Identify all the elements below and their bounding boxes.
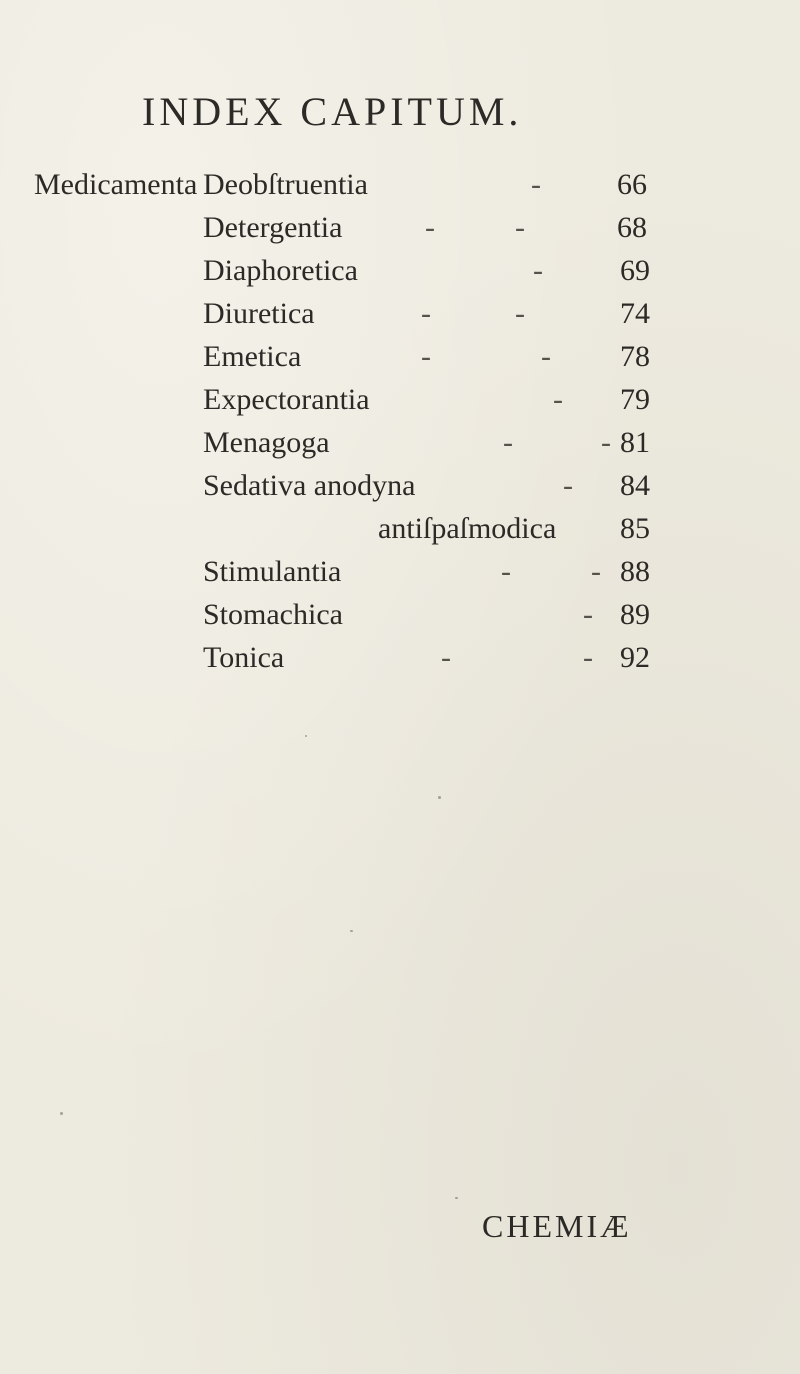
index-lead-word: Medicamenta [34,168,198,201]
entry-name: Expectorantia [203,383,370,416]
entry-page-number: 66 [617,168,647,201]
page-title: INDEX CAPITUM. [142,89,523,134]
entry-dash: - [563,469,573,502]
entry-name: Sedativa anodyna [203,469,416,502]
entry-dash: - [503,426,513,459]
entry-page-number: 92 [620,641,650,674]
paper-speck [350,930,353,932]
entry-name: Diaphoretica [203,254,358,287]
entry-dash: - [583,641,593,674]
entry-dash: - [533,254,543,287]
entry-dash: - [531,168,541,201]
entry-page-number: 89 [620,598,650,631]
catchword: CHEMIÆ [482,1208,632,1244]
entry-page-number: 78 [620,340,650,373]
entry-dash: - [441,641,451,674]
paper-speck [305,735,307,737]
entry-name: Deobſtruentia [203,168,368,201]
entry-dash: - [501,555,511,588]
entry-name: Emetica [203,340,302,373]
entry-dash: - [515,297,525,330]
entry-name: Diuretica [203,297,315,330]
entry-page-number: 69 [620,254,650,287]
entry-dash: - [553,383,563,416]
entry-page-number: 79 [620,383,650,416]
entry-name: Menagoga [203,426,330,459]
paper-speck [455,1197,458,1199]
entry-name: Stimulantia [203,555,342,588]
entry-dash: - [421,340,431,373]
entry-name: Detergentia [203,211,343,244]
entry-page-number: 84 [620,469,650,502]
entry-page-number: 68 [617,211,647,244]
entry-name: antiſpaſmodica [378,512,557,545]
entry-name: Stomachica [203,598,343,631]
entry-dash: - [421,297,431,330]
entry-name: Tonica [203,641,285,674]
paper-speck [60,1112,63,1115]
entry-dash: - [591,555,601,588]
entry-page-number: 74 [620,297,650,330]
entry-dash: - [583,598,593,631]
entry-dash: - [425,211,435,244]
entry-dash: - [601,426,611,459]
entry-page-number: 85 [620,512,650,545]
paper-speck [438,796,441,799]
entry-dash: - [541,340,551,373]
entry-dash: - [515,211,525,244]
entry-page-number: 88 [620,555,650,588]
entry-page-number: 81 [620,426,650,459]
